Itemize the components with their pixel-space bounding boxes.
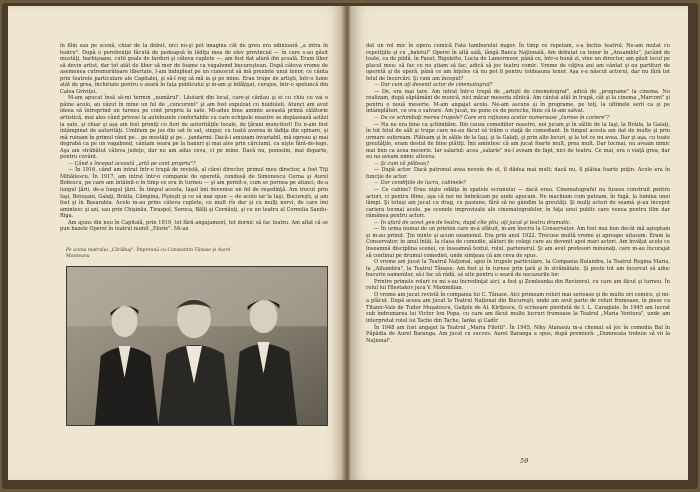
right-page-paragraph: — Nu ne era bine ca şchimbăm. Din cauza comediilor noastre, noi jucam şi în sălile de la Iaşi, la Brăila, la Galaţi, în tot felul de săli şi trupe care ne-au făcut să trăim o viaţă de comediant. În timpul acesta am dat de multe şi prin urmare sufeream. Plăteam şi în sălile de la Iaşi, şi la Galaţi, şi prin alte locuri, şi la tot ce nu avea. Dar şi aşa, cu toate greutăţile, eram destul de bine plătiţi. Îmi amintesc că am jucat foarte mult, prea mult. Dar tocmai, nu aveam nimic mai bun ca acea meserie. Iar salariul: acea „salarie" nu-l aveam de fapt, nici de teatru. Ce mai, era o viaţă grea, dar eu nu aveam nimic altceva.: [366, 121, 670, 161]
right-page-paragraph: În 1948 am fost angajat la Teatrul „Maria Filotti". În 1945, Niky Atanasiu m-a chemat să joc în comedia Bal în Păpădia de Aurel Baranga. Am jucat cu succes. Aurel Baranga a spus, după premieră: „Dumneata trebuie să vii la Naţional".: [366, 324, 670, 344]
left-page-paragraph: în film sau pe scenă, chiar de la debut, nici nu-şi pot imagina cât de greu era odinioară „a intra în teatru". După o perehenţie făcută de pedeapsă în lădiţa mea de elev provincial — în care s-au găsit mustăţi, barbişoane, cutii goale de farduri şi câteva cuplete —, am fost dat afară din şcoală. Eram liber să devin artist, dar tot atât de liber să mor de foame ca vagabond bucureştean. După câteva vreme de asemenea cutremurătoare libertate, l-am îndupleat pe un cunoscut să mă prezinte unui tenor, ce cânta prin teatrele particulare ale Capitalei, şi să-l rog să mă ia şi pe mine. Erau trupe de artişti, într-o lume atât de grea, închiriate pentru o seară în faţa publicului şi m-am şi înfăţişat, curajos, într-o speluncă din Calea Griviţei.: [60, 43, 328, 95]
left-page-paragraph: Am ajuns din nou în Capitală, prin 1919, tot fără angajament, tot dornic să fac teatru. Am aflat că se pun bazele Operei în teatrul numit „Elorie". Mi-au: [60, 219, 328, 233]
right-page-paragraph: — De, era mai tare. Am intrat într-o trupă de „artişti de cinematograf", adică de „programe" la cinema. Nu realizam, după săptămâni de muncă, nici măcar meseria zilnică. Am cântat atât în trupă, cât şi la cinema „Marconi" şi pentru o nouă meserie. M-am angajat acolo. Ne-am ascuns şi în programe, pe toţi, la ultimele serii ca şi pe întâmplători, ce era o salvare. Am jucat, ne pune ce de pereche, bine că le-am salvat.: [366, 88, 670, 115]
right-page-text: [366, 43, 670, 344]
right-page-paragraph: — După actor. Dacă patronul avea nevoie de el, îl dădea mai mult; dacă nu, îl plătea foarte puţin. Acolo era în funcţie de actor.: [366, 167, 670, 180]
left-page: [8, 6, 344, 480]
right-page-paragraph: O vreme am jucat revistă în compania lui C. Tănase. Aici primeam roluri mai serioase şi de multe ori comice, şi mi-a plăcut. După aceea am jucat la Teatrul Naţional din Bucureşti, unde am avut parte de roluri frumoase, în piese ca Titanic-Vals de Tudor Muşatescu, Gaiţele de Al. Kiriţescu, O scrisoare pierdută de I. L. Caragiale. În 1945 am lucrat sub îndrumarea lui Victor Ion Popa, cu care am făcut multe lucruri frumoase la Teatrul „Maria Ventura", unde am interpretat rolul lui Tache din Tache, Ianke şi Cadîr.: [366, 291, 670, 324]
right-page-paragraph: dat un rol mic în opera comică Fata tamburului major. În timp ce repetam, s-a închis teatrul. Ne-am mutat cu repetiţiile şi cu „baletul" Operei în altă sală, lângă Banca Naţională. Am debutat ca tenor în „Ansamblu", jucând de toate, ca de pildă, în Faust, Rigoletto, Lucia de Lamermoor, până ce, într-o bună zi, vine un director, am găsit locul pe placul meu: să fac ce nu ştiam să fac, adică să joc teatru comic. Vreme de câţiva ani am cântat şi eu partituri de operetă şi de operă, până ce am înţeles că nu pot fi pentru totdeauna tenor. Aşa s-a născut actorul, dar nu fără tot felul de încercări. Şi cum am început?: [366, 43, 670, 82]
right-page-paragraph: — În afară de acest gen de teatru, după cîte ştiu, aţi jucat şi teatru dramatic.: [374, 219, 572, 226]
right-page-paragraph: — De ce schimbaţi mereu trupele? Care era raţiunea acelor numeroase „turnee în cariere"?: [374, 115, 610, 122]
right-page-paragraph: — Dar condiţiile de lucru, cabinele?: [374, 180, 466, 187]
left-page-paragraph: M-am apucat însă să-mi termin „numărul". Lăutarii din local, care-şi cântau şi ei cu chiu cu vai o pâine acolo, au văzut în mine un fel de „concurent" şi am fost expulzat cu huiduieli. Atunci am avut ideea să întreprind un turneu pe cont propriu la sate. Mi-adus bine aminte această primă călătorie artistică, mai ales când privesc la autobuzele confortabile cu care echipele noastre se deplasează astăzi la sate, şi chiar şi aşa am fost primiţi cu flori de autorităţile locale, de ţărani muncitori! Eu n-am fost întâmpinat de autorităţi. Umblam pe jos din sat în sat, singur, cu toată averea în lădiţa din spinare, şi mă ruinam în primul rând pe... pe mustăţi şi pe... jandarmi. Dacă-i amuzam invariabil, mă opreau şi mai degrabă ca pe un vagabond, cântam seara pe la hanuri şi mai ales prin cârciumi, ca nişte fără-de-lege. Aşa am străbătut câteva judeţe, dar nu am adus ceva, ci pe mine. Dacă nu, ponosim, mai departe, pentru cuvânt.: [60, 95, 328, 161]
photo-caption: Pe scena teatrului „Cărăbuş". Împreună cu Constantin Tănase şi Aurel Manteanu: [66, 248, 231, 259]
page-number: 59: [520, 457, 529, 465]
left-page-paragraph: — Când a început această „artă pe cont propriu"?: [68, 160, 196, 167]
right-page-paragraph: — Dar cum aţi devenit actor de cinematograf?: [374, 82, 493, 89]
right-page-paragraph: O vreme am jucat la Teatrul Naţional, apoi în trupele particulare, la Compania Bulandra, la Teatrul Regina Maria, la „Alhambra", la Teatrul Tănase. Am fost şi în turnee prin ţară şi în străinătate. Şi peste tot am încercat să aduc bucurie oamenilor, să-i fac să râdă, să uite pentru o seară de necazurile lor.: [366, 259, 670, 279]
photograph: [66, 266, 328, 426]
right-page-paragraph: — Ce cabine? Erau nişte odăiţe în spatele ecranului — dacă erau. Cinematograful nu fusese construit pentru actori, ci pentru filme, aşa că noi ne îmbrăcam pe unde apucam. Ne machiam cum puteam, în fugă, la lumina unei lămpi. Şi totuşi am jucat cu drag, cu pasiune, fără să ne gândim la greutăţi. Şi mulţi actori de seamă şi-au început cariera tocmai acolo, pe scenele improvizate ale cinematografelor, în faţa unui public care venea pentru film dar rămânea pentru actori.: [366, 187, 670, 220]
left-page-text: [60, 43, 328, 233]
right-page-paragraph: — În urma numai de un prieten care m-a sfătuit, m-am înscris la Conservator. Am fost mai bun decât mă aşteptam şi m-au primit. Ţin minte şi acum examenul. Era prin anul 1922. Trecuse multă vreme şi aproape uitasem. Eram la Conservator, în anul întâi, la clasa de comedie, alături de colegi care au devenit apoi mari actori. Am învăţat acolo ce înseamnă disciplina scenei, ce înseamnă textul, rolul, partenerul. Şi am avut profesori minunaţi, care m-au încurajat să continui pe drumul comediei, unde simţeau că am ceva de spus.: [366, 226, 670, 259]
right-page: [350, 6, 688, 480]
left-page-paragraph: — În 1916, când am intrat într-o trupă de revistă, al cărei director, primul meu director, a fost Tiţi Mihăilescu. În 1917, am intrat într-o companie de operetă, condusă de Simonescu Cerna şi Aurel Bobescu, pe care am întâlnit-o în timp ce era în turneu — şi am pornit-o, cum se pornea pe atunci, de-a lungul ţării, de-a lungul ţării. În timpul acesta, Iaşul îmi devenise un fel de reşedinţă. Am trecut prin Iaşi, Botoşani, Galaţi, Brăila, Câmpina, Ploieşti şi ce să mai spun — de acolo iar la Iaşi, Bucureşti, şi am fost şi în Basarabia. Acolo m-au prins câteva cuplete, cu mult rîs dar şi cu mulţi nervi, de care îmi amintesc şi azi, sau prin Chişinău, Tiraspol, Soroca, Bălţi şi Cernăuţi, şi cu un teatru al Cornelia Sandu-Riga.: [60, 167, 328, 220]
right-page-paragraph: Printre primele roluri ce mi s-au încredinţat aici, a fost şi Zemleanka din Revizorul, cu care am făcut şi turneu. În rolul lui Hlestakov juca V. Maximilian.: [366, 278, 670, 292]
right-page-paragraph: — Şi cum vă plăteau?: [374, 160, 430, 167]
